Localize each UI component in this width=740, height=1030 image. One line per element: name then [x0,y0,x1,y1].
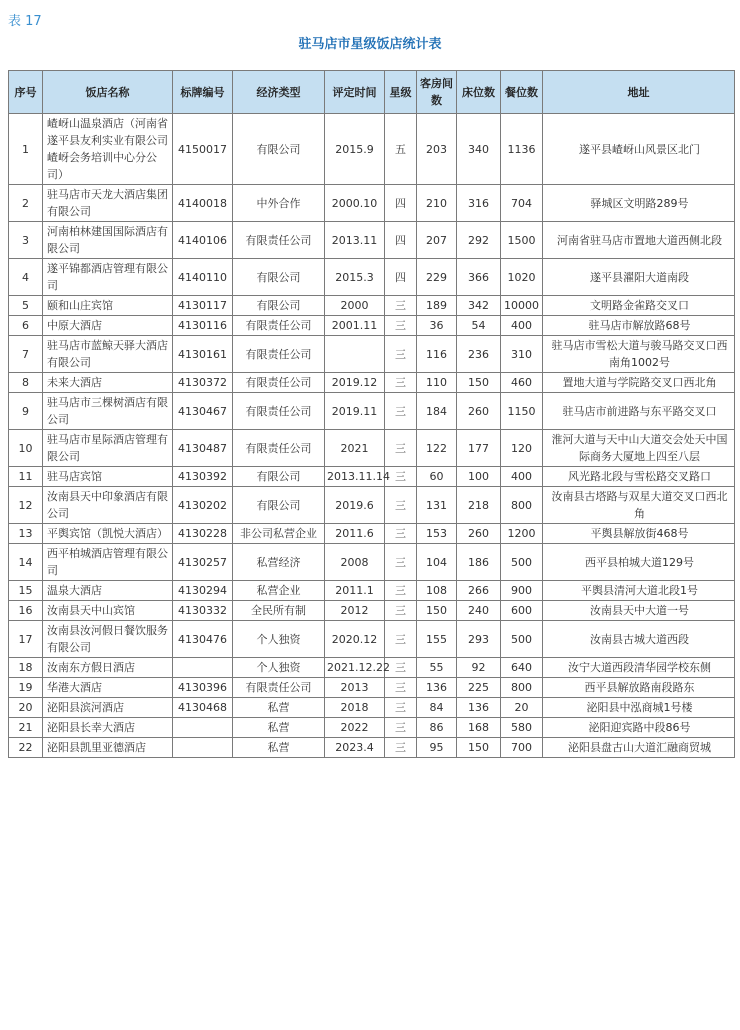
cell-seat-count: 20 [501,698,543,718]
cell-plate-code: 4140110 [173,259,233,296]
cell-room-count: 122 [417,430,457,467]
cell-bed-count: 266 [457,581,501,601]
cell-rating-date: 2019.11 [325,393,385,430]
cell-room-count: 150 [417,601,457,621]
table-row [9,718,735,738]
cell-rating-date: 2021.12.22 [325,658,385,678]
cell-plate-code: 4130161 [173,336,233,373]
cell-serial-number: 14 [9,544,43,581]
cell-star-level: 三 [385,658,417,678]
cell-hotel-name: 颐和山庄宾馆 [43,296,173,316]
cell-star-level: 三 [385,738,417,758]
cell-seat-count: 1500 [501,222,543,259]
cell-plate-code: 4130392 [173,467,233,487]
cell-star-level: 三 [385,678,417,698]
cell-economic-type: 中外合作 [233,185,325,222]
table-row [9,738,735,758]
cell-room-count: 36 [417,316,457,336]
cell-serial-number: 11 [9,467,43,487]
cell-plate-code: 4140106 [173,222,233,259]
cell-rating-date: 2018 [325,698,385,718]
cell-bed-count: 136 [457,698,501,718]
cell-serial-number: 16 [9,601,43,621]
cell-star-level: 三 [385,296,417,316]
cell-seat-count: 1200 [501,524,543,544]
cell-rating-date: 2015.3 [325,259,385,296]
cell-star-level: 三 [385,524,417,544]
cell-rating-date: 2013.11 [325,222,385,259]
cell-address: 遂平县嵖岈山风景区北门 [543,114,735,185]
cell-address: 文明路金雀路交叉口 [543,296,735,316]
cell-serial-number: 17 [9,621,43,658]
cell-seat-count: 1020 [501,259,543,296]
cell-bed-count: 168 [457,718,501,738]
table-row [9,430,735,467]
cell-plate-code: 4130294 [173,581,233,601]
table-row [9,316,735,336]
cell-star-level: 三 [385,601,417,621]
cell-plate-code: 4130116 [173,316,233,336]
cell-seat-count: 400 [501,467,543,487]
cell-star-level: 三 [385,373,417,393]
cell-seat-count: 800 [501,487,543,524]
cell-seat-count: 800 [501,678,543,698]
cell-rating-date: 2011.1 [325,581,385,601]
cell-serial-number: 6 [9,316,43,336]
cell-seat-count: 580 [501,718,543,738]
cell-address: 风光路北段与雪松路交叉路口 [543,467,735,487]
cell-economic-type: 私营企业 [233,581,325,601]
cell-hotel-name: 汝南县汝河假日餐饮服务有限公司 [43,621,173,658]
cell-address: 平舆县解放街468号 [543,524,735,544]
column-header: 评定时间 [325,71,385,114]
cell-room-count: 60 [417,467,457,487]
cell-seat-count: 400 [501,316,543,336]
cell-room-count: 136 [417,678,457,698]
cell-serial-number: 15 [9,581,43,601]
table-row [9,114,735,185]
cell-plate-code: 4130487 [173,430,233,467]
cell-hotel-name: 泌阳县长幸大酒店 [43,718,173,738]
cell-hotel-name: 遂平锦都酒店管理有限公司 [43,259,173,296]
cell-room-count: 86 [417,718,457,738]
cell-room-count: 104 [417,544,457,581]
table-row [9,601,735,621]
cell-star-level: 四 [385,259,417,296]
cell-serial-number: 12 [9,487,43,524]
column-header: 经济类型 [233,71,325,114]
cell-address: 泌阳迎宾路中段86号 [543,718,735,738]
cell-room-count: 184 [417,393,457,430]
cell-serial-number: 5 [9,296,43,316]
cell-serial-number: 21 [9,718,43,738]
cell-address: 遂平县濯阳大道南段 [543,259,735,296]
table-row [9,658,735,678]
cell-plate-code [173,658,233,678]
column-header: 星级 [385,71,417,114]
cell-room-count: 131 [417,487,457,524]
cell-serial-number: 8 [9,373,43,393]
cell-serial-number: 13 [9,524,43,544]
cell-rating-date: 2012 [325,601,385,621]
cell-economic-type: 有限责任公司 [233,678,325,698]
cell-bed-count: 54 [457,316,501,336]
cell-star-level: 三 [385,316,417,336]
table-row [9,296,735,316]
cell-bed-count: 150 [457,373,501,393]
cell-address: 泌阳县中泓商城1号楼 [543,698,735,718]
table-row [9,185,735,222]
cell-seat-count: 10000 [501,296,543,316]
table-row [9,524,735,544]
cell-rating-date: 2020.12 [325,621,385,658]
cell-rating-date: 2013.11.14 [325,467,385,487]
cell-star-level: 三 [385,487,417,524]
cell-hotel-name: 温泉大酒店 [43,581,173,601]
cell-star-level: 三 [385,581,417,601]
cell-room-count: 189 [417,296,457,316]
cell-bed-count: 342 [457,296,501,316]
cell-star-level: 三 [385,467,417,487]
cell-serial-number: 3 [9,222,43,259]
cell-address: 西平县柏城大道129号 [543,544,735,581]
cell-star-level: 三 [385,718,417,738]
cell-bed-count: 236 [457,336,501,373]
cell-serial-number: 10 [9,430,43,467]
cell-rating-date: 2015.9 [325,114,385,185]
table-title: 驻马店市星级饭店统计表 [298,37,442,52]
cell-hotel-name: 河南柏林建国国际酒店有限公司 [43,222,173,259]
cell-address: 汝宁大道西段清华园学校东侧 [543,658,735,678]
cell-hotel-name: 中原大酒店 [43,316,173,336]
cell-seat-count: 640 [501,658,543,678]
cell-room-count: 229 [417,259,457,296]
cell-star-level: 三 [385,698,417,718]
cell-rating-date: 2022 [325,718,385,738]
cell-address: 汝南县天中大道一号 [543,601,735,621]
cell-serial-number: 4 [9,259,43,296]
cell-room-count: 95 [417,738,457,758]
cell-hotel-name: 驻马店市星际酒店管理有限公司 [43,430,173,467]
cell-economic-type: 全民所有制 [233,601,325,621]
cell-serial-number: 18 [9,658,43,678]
cell-address: 驻马店市解放路68号 [543,316,735,336]
cell-economic-type: 私营 [233,738,325,758]
cell-economic-type: 非公司私营企业 [233,524,325,544]
cell-room-count: 155 [417,621,457,658]
cell-seat-count: 600 [501,601,543,621]
cell-bed-count: 293 [457,621,501,658]
cell-economic-type: 私营 [233,698,325,718]
table-row [9,581,735,601]
cell-serial-number: 22 [9,738,43,758]
table-row [9,222,735,259]
cell-star-level: 三 [385,393,417,430]
cell-serial-number: 19 [9,678,43,698]
cell-economic-type: 有限责任公司 [233,336,325,373]
cell-hotel-name: 汝南东方假日酒店 [43,658,173,678]
cell-economic-type: 个人独资 [233,621,325,658]
column-header: 床位数 [457,71,501,114]
cell-economic-type: 有限责任公司 [233,373,325,393]
cell-hotel-name: 未来大酒店 [43,373,173,393]
cell-economic-type: 有限公司 [233,467,325,487]
cell-address: 汝南县古城大道西段 [543,621,735,658]
cell-bed-count: 218 [457,487,501,524]
cell-plate-code: 4130228 [173,524,233,544]
cell-plate-code: 4130372 [173,373,233,393]
cell-plate-code: 4130468 [173,698,233,718]
cell-star-level: 四 [385,185,417,222]
cell-bed-count: 366 [457,259,501,296]
table-row [9,336,735,373]
cell-address: 淮河大道与天中山大道交会处天中国际商务大厦地上四至八层 [543,430,735,467]
cell-serial-number: 2 [9,185,43,222]
cell-room-count: 203 [417,114,457,185]
cell-hotel-name: 泌阳县滨河酒店 [43,698,173,718]
column-header: 饭店名称 [43,71,173,114]
cell-seat-count: 500 [501,621,543,658]
cell-hotel-name: 驻马店市蓝鲸天驿大酒店有限公司 [43,336,173,373]
cell-economic-type: 有限责任公司 [233,393,325,430]
cell-seat-count: 1150 [501,393,543,430]
cell-plate-code: 4130117 [173,296,233,316]
cell-star-level: 三 [385,544,417,581]
cell-economic-type: 有限公司 [233,259,325,296]
table-row [9,678,735,698]
cell-serial-number: 20 [9,698,43,718]
cell-economic-type: 私营经济 [233,544,325,581]
cell-hotel-name: 泌阳县凯里亚德酒店 [43,738,173,758]
cell-rating-date: 2008 [325,544,385,581]
cell-plate-code: 4140018 [173,185,233,222]
cell-bed-count: 150 [457,738,501,758]
column-header: 地址 [543,71,735,114]
cell-plate-code: 4130332 [173,601,233,621]
cell-room-count: 116 [417,336,457,373]
cell-seat-count: 310 [501,336,543,373]
cell-room-count: 153 [417,524,457,544]
cell-rating-date: 2000 [325,296,385,316]
cell-plate-code: 4130396 [173,678,233,698]
cell-rating-date: 2013 [325,678,385,698]
cell-star-level: 三 [385,430,417,467]
cell-plate-code [173,738,233,758]
table-row [9,621,735,658]
cell-seat-count: 1136 [501,114,543,185]
cell-address: 汝南县古塔路与双星大道交叉口西北角 [543,487,735,524]
cell-hotel-name: 平舆宾馆（凯悦大酒店） [43,524,173,544]
cell-room-count: 207 [417,222,457,259]
cell-plate-code: 4130467 [173,393,233,430]
cell-serial-number: 9 [9,393,43,430]
cell-serial-number: 1 [9,114,43,185]
hotel-statistics-table [8,70,735,758]
table-row [9,698,735,718]
cell-address: 河南省驻马店市置地大道西侧北段 [543,222,735,259]
cell-hotel-name: 汝南县天中山宾馆 [43,601,173,621]
cell-plate-code: 4130476 [173,621,233,658]
table-header-row [9,71,735,114]
cell-address: 西平县解放路南段路东 [543,678,735,698]
cell-rating-date: 2021 [325,430,385,467]
cell-rating-date: 2023.4 [325,738,385,758]
column-header: 餐位数 [501,71,543,114]
cell-hotel-name: 嵖岈山温泉酒店（河南省遂平县友利实业有限公司嵖岈会务培训中心分公司） [43,114,173,185]
cell-address: 泌阳县盘古山大道汇融商贸城 [543,738,735,758]
cell-bed-count: 260 [457,524,501,544]
cell-bed-count: 100 [457,467,501,487]
cell-bed-count: 92 [457,658,501,678]
table-row [9,393,735,430]
table-row [9,487,735,524]
cell-plate-code: 4150017 [173,114,233,185]
table-row [9,259,735,296]
cell-seat-count: 900 [501,581,543,601]
cell-hotel-name: 西平柏城酒店管理有限公司 [43,544,173,581]
cell-address: 驻马店市雪松大道与骏马路交叉口西南角1002号 [543,336,735,373]
cell-room-count: 108 [417,581,457,601]
cell-bed-count: 340 [457,114,501,185]
cell-star-level: 三 [385,621,417,658]
table-row [9,544,735,581]
cell-rating-date: 2000.10 [325,185,385,222]
cell-hotel-name: 驻马店市天龙大酒店集团有限公司 [43,185,173,222]
cell-plate-code [173,718,233,738]
cell-seat-count: 700 [501,738,543,758]
cell-star-level: 四 [385,222,417,259]
cell-rating-date: 2011.6 [325,524,385,544]
cell-rating-date: 2019.6 [325,487,385,524]
cell-economic-type: 有限公司 [233,296,325,316]
cell-hotel-name: 驻马店市三棵树酒店有限公司 [43,393,173,430]
cell-room-count: 84 [417,698,457,718]
cell-address: 驿城区文明路289号 [543,185,735,222]
cell-economic-type: 私营 [233,718,325,738]
cell-bed-count: 292 [457,222,501,259]
cell-bed-count: 240 [457,601,501,621]
cell-economic-type: 有限责任公司 [233,430,325,467]
cell-room-count: 110 [417,373,457,393]
cell-plate-code: 4130257 [173,544,233,581]
cell-seat-count: 500 [501,544,543,581]
column-header: 序号 [9,71,43,114]
cell-economic-type: 有限责任公司 [233,316,325,336]
table-row [9,373,735,393]
cell-address: 置地大道与学院路交叉口西北角 [543,373,735,393]
cell-address: 驻马店市前进路与东平路交叉口 [543,393,735,430]
cell-room-count: 55 [417,658,457,678]
cell-hotel-name: 汝南县天中印象酒店有限公司 [43,487,173,524]
cell-seat-count: 704 [501,185,543,222]
cell-rating-date [325,336,385,373]
cell-bed-count: 316 [457,185,501,222]
table-body [9,114,735,758]
cell-economic-type: 有限公司 [233,487,325,524]
cell-serial-number: 7 [9,336,43,373]
cell-bed-count: 260 [457,393,501,430]
cell-star-level: 三 [385,336,417,373]
column-header: 客房间数 [417,71,457,114]
cell-hotel-name: 驻马店宾馆 [43,467,173,487]
cell-rating-date: 2001.11 [325,316,385,336]
cell-economic-type: 个人独资 [233,658,325,678]
column-header: 标牌编号 [173,71,233,114]
cell-bed-count: 177 [457,430,501,467]
cell-rating-date: 2019.12 [325,373,385,393]
cell-plate-code: 4130202 [173,487,233,524]
cell-economic-type: 有限责任公司 [233,222,325,259]
cell-economic-type: 有限公司 [233,114,325,185]
cell-room-count: 210 [417,185,457,222]
cell-address: 平舆县清河大道北段1号 [543,581,735,601]
cell-bed-count: 186 [457,544,501,581]
cell-star-level: 五 [385,114,417,185]
cell-hotel-name: 华港大酒店 [43,678,173,698]
table-number-label: 表 17 [8,14,42,29]
table-row [9,467,735,487]
cell-seat-count: 120 [501,430,543,467]
cell-seat-count: 460 [501,373,543,393]
cell-bed-count: 225 [457,678,501,698]
